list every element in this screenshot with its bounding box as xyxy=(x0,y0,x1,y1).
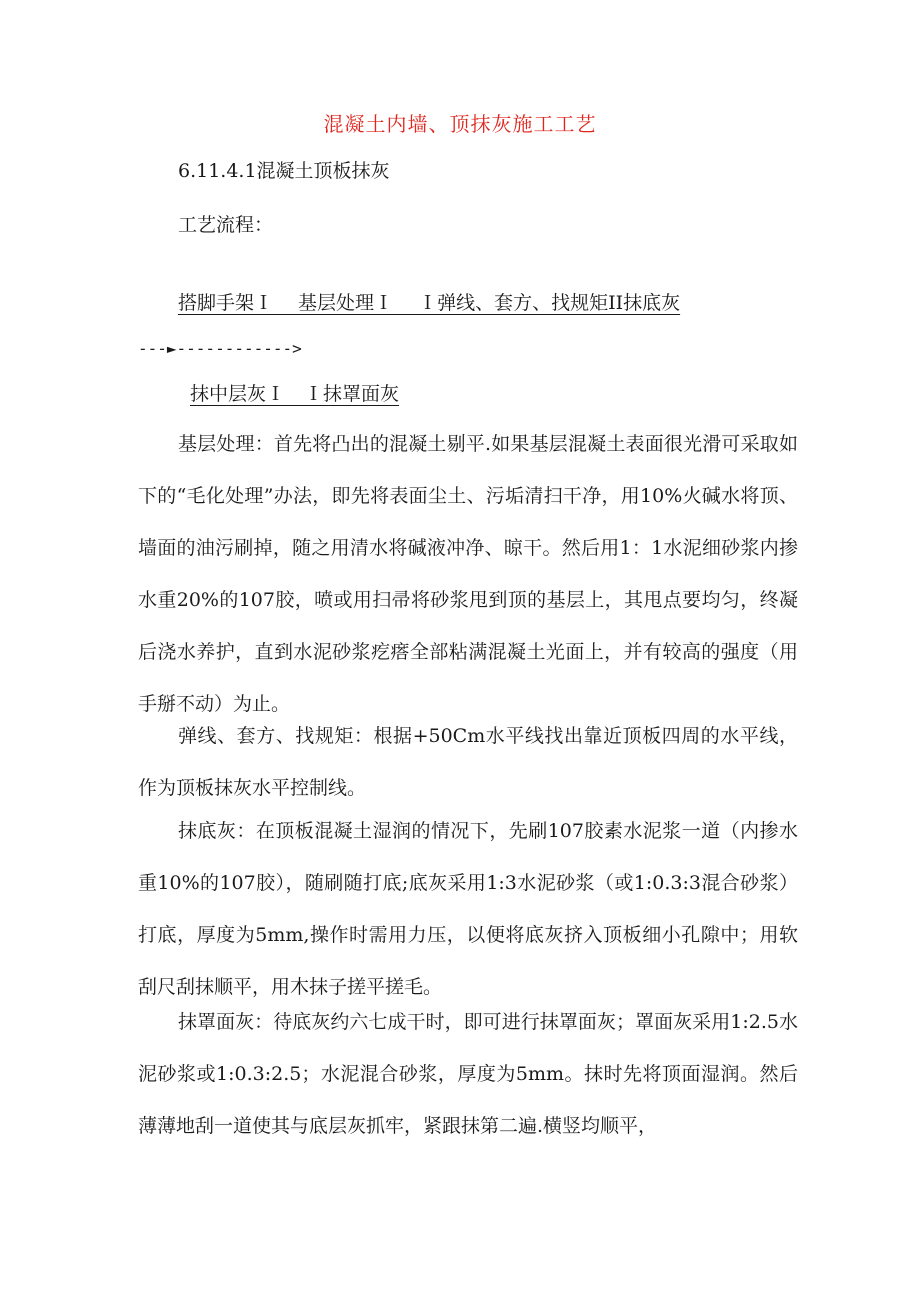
flow-line-2: 抹中层灰Ｉ Ｉ抹罩面灰 xyxy=(190,383,400,405)
document-title: 混凝土内墙、顶抹灰施工工艺 xyxy=(323,112,597,136)
flow-arrow: ---►------------> xyxy=(138,339,302,358)
paragraph-snapline: 弹线、套方、找规矩：根据+50Cm水平线找出靠近顶板四周的水平线，作为顶板抹灰水平控制线。 xyxy=(138,725,798,799)
paragraph-base-treatment: 基层处理：首先将凸出的混凝土剔平.如果基层混凝土表面很光滑可采取如下的“毛化处理”办法，即先将表面尘土、污垢清扫干净，用10%火碱水将顶、墙面的油污刷掉，随之用清水将碱液冲净、晾干。然后用1：1水泥细砂浆内掺水重20%的107胶，喷或用扫帚将砂浆甩到顶的基层上，其甩点要均匀，终凝后浇水养护，直到水泥砂浆疙瘩全部粘满混凝土光面上，并有较高的强度（用手掰不动）为止。 xyxy=(138,433,798,715)
flow-line-1: 搭脚手架Ｉ 基层处理Ｉ Ｉ弹线、套方、找规矩II抹底灰 xyxy=(178,292,681,314)
process-label: 工艺流程： xyxy=(178,214,274,236)
paragraph-finish-coat: 抹罩面灰：待底灰约六七成干时，即可进行抹罩面灰；罩面灰采用1:2.5水泥砂浆或1:0.3:2.5；水泥混合砂浆，厚度为5mm。抹时先将顶面湿润。然后薄薄地刮一道使其与底层灰抓牢，紧跟抹第二遍.横竖均顺平， xyxy=(138,1011,798,1137)
section-heading: 6.11.4.1混凝土顶板抹灰 xyxy=(178,160,390,182)
paragraph-base-coat: 抹底灰：在顶板混凝土湿润的情况下，先刷107胶素水泥浆一道（内掺水重10%的107胶），随刷随打底;底灰采用1:3水泥砂浆（或1:0.3:3混合砂浆）打底，厚度为5mm,操作时需用力压，以便将底灰挤入顶板细小孔隙中；用软刮尺刮抹顺平，用木抹子搓平搓毛。 xyxy=(138,820,798,998)
